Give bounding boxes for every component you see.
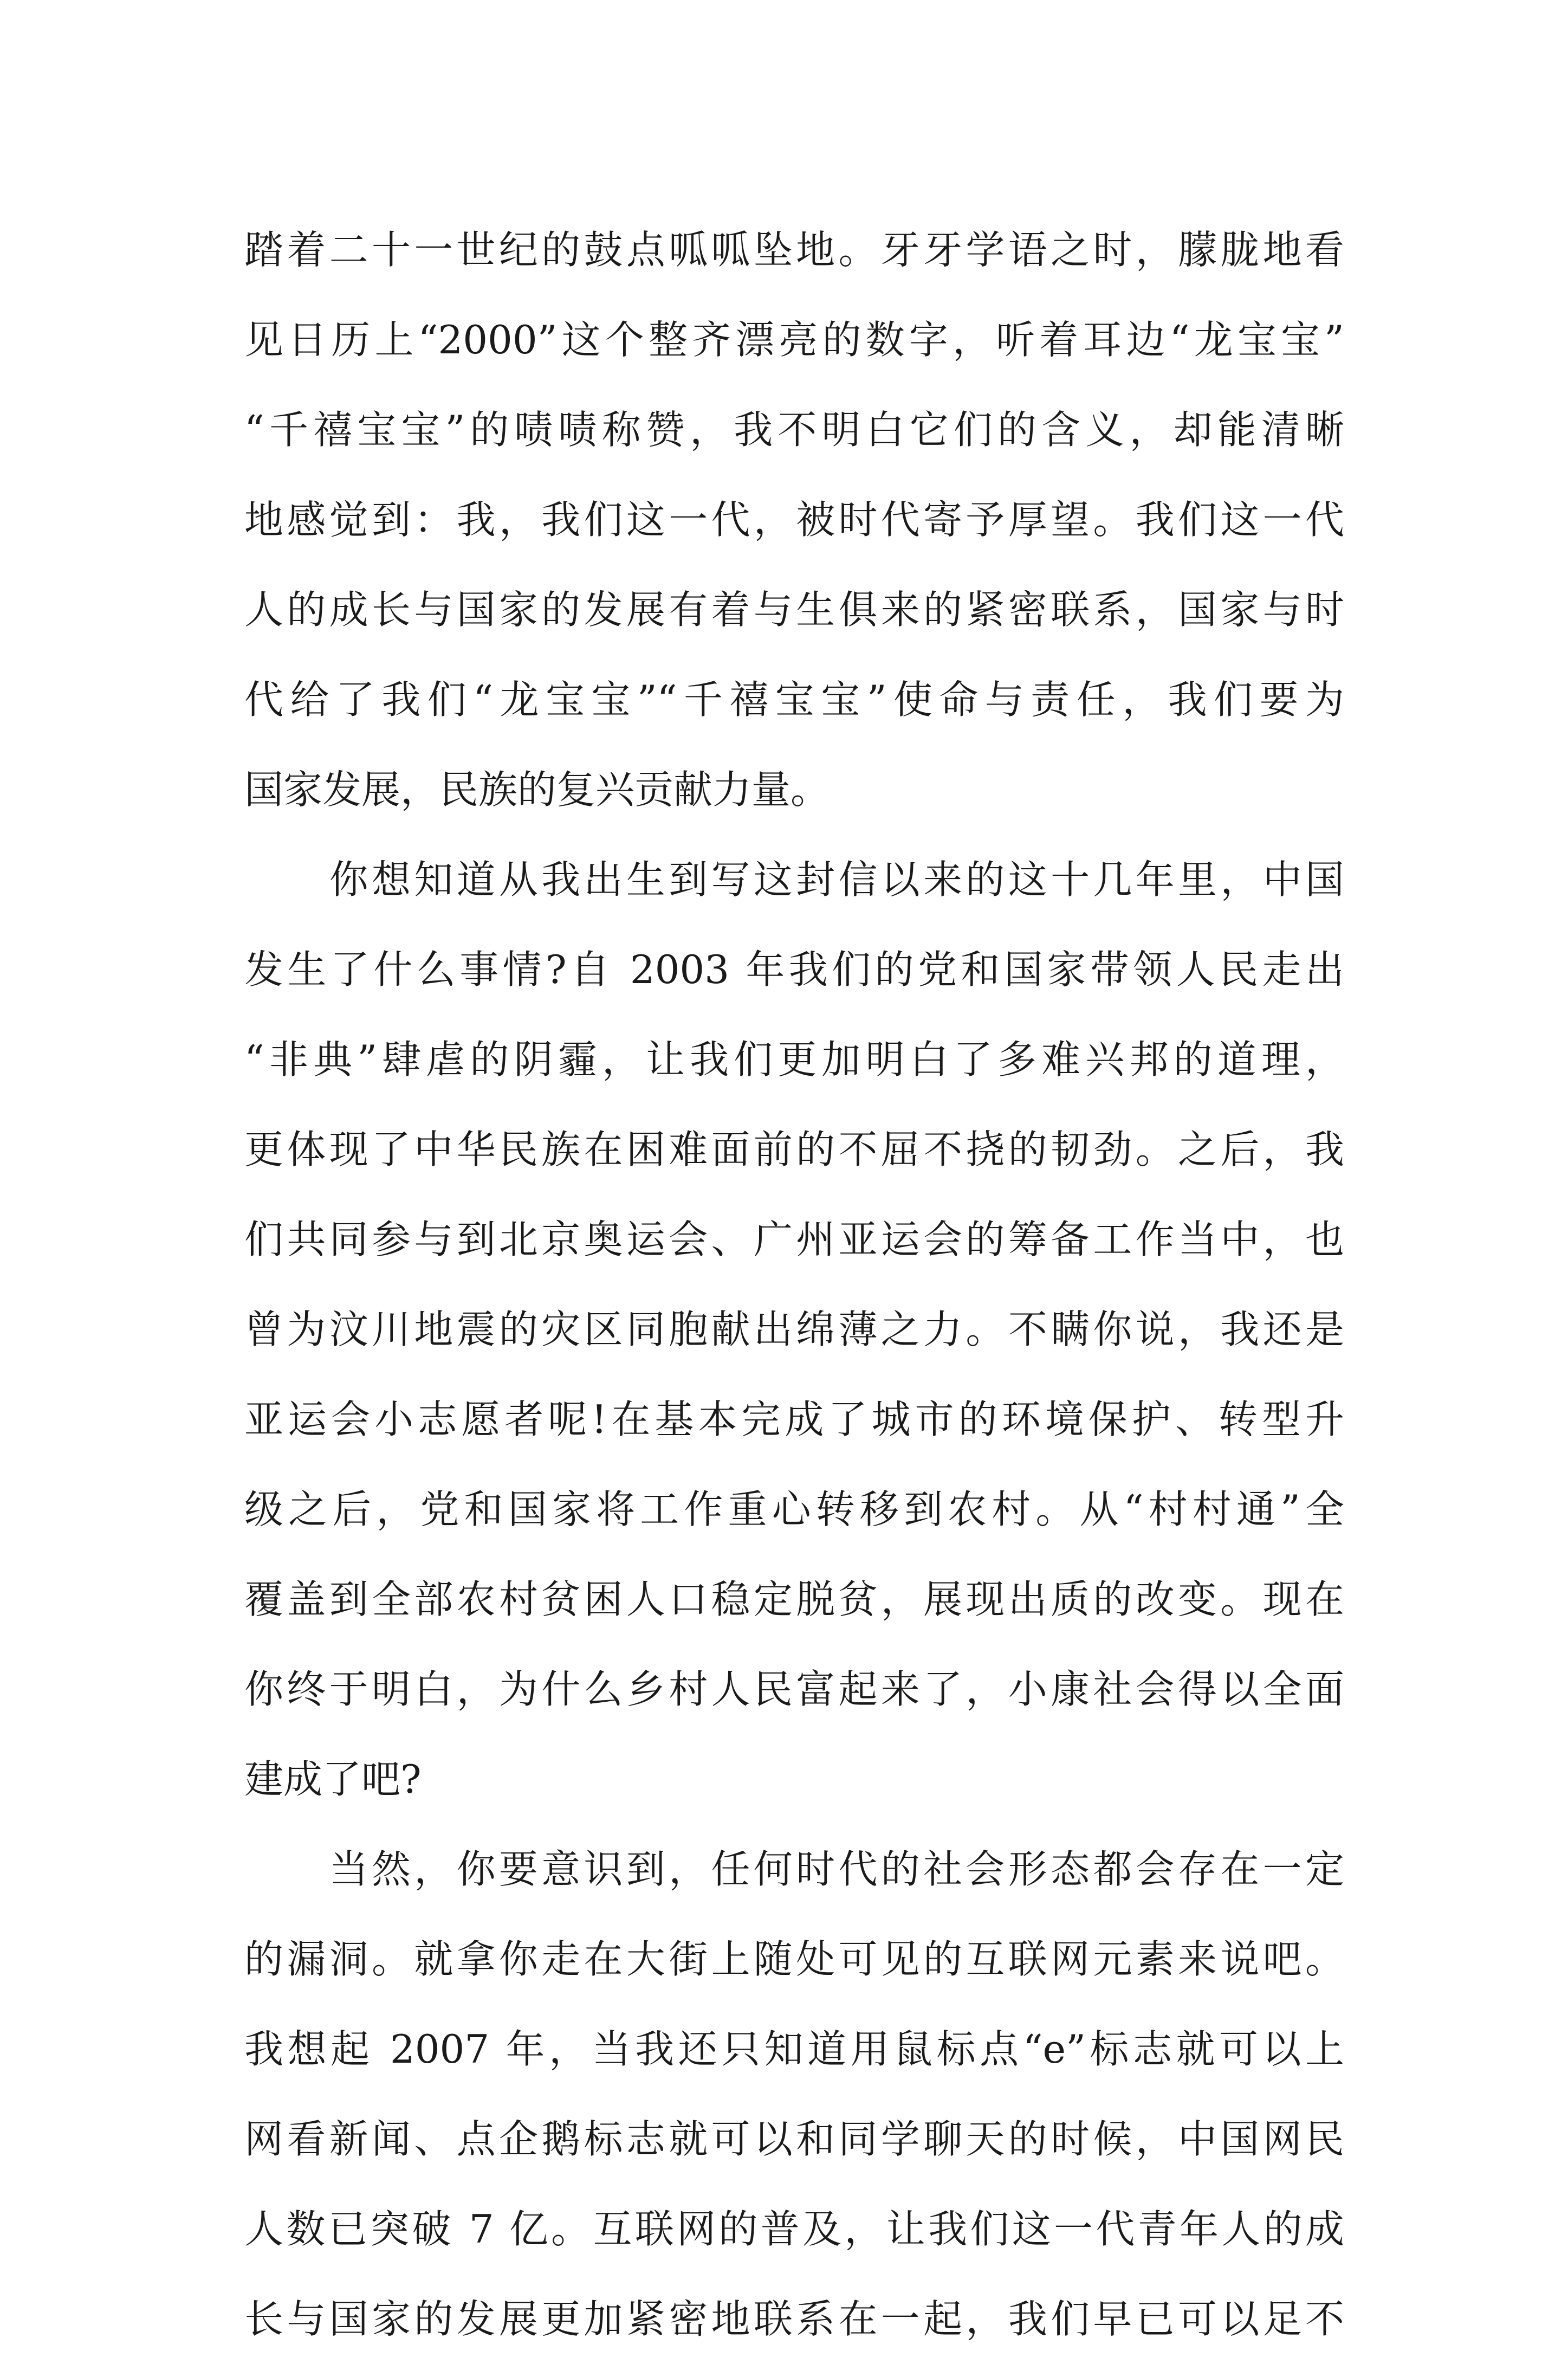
text-line: 代给了我们“龙宝宝”“千禧宝宝”使命与责任，我们要为 bbox=[244, 677, 1344, 722]
text-line: 见日历上“2000”这个整齐漂亮的数字，听着耳边“龙宝宝” bbox=[244, 317, 1344, 363]
text-line: 亚运会小志愿者呢!在基本完成了城市的环境保护、转型升 bbox=[244, 1397, 1344, 1442]
text-line: 我想起 2007 年，当我还只知道用鼠标点“e”标志就可以上 bbox=[244, 2026, 1344, 2072]
paragraph-1 bbox=[244, 205, 1344, 835]
text-line: “千禧宝宝”的啧啧称赞，我不明白它们的含义，却能清晰 bbox=[244, 407, 1344, 453]
text-line: 国家发展，民族的复兴贡献力量。 bbox=[244, 767, 830, 812]
text-line: 人的成长与国家的发展有着与生俱来的紧密联系，国家与时 bbox=[244, 587, 1344, 632]
text-line: 更体现了中华民族在困难面前的不屈不挠的韧劲。之后，我 bbox=[244, 1127, 1344, 1172]
text-line: 长与国家的发展更加紧密地联系在一起，我们早已可以足不 bbox=[244, 2296, 1344, 2342]
text-line: 曾为汶川地震的灾区同胞献出绵薄之力。不瞒你说，我还是 bbox=[244, 1307, 1344, 1352]
text-line: “非典”肆虐的阴霾，让我们更加明白了多难兴邦的道理， bbox=[244, 1037, 1344, 1082]
text-line: 当然，你要意识到，任何时代的社会形态都会存在一定 bbox=[244, 1846, 1344, 1892]
text-line: 你终于明白，为什么乡村人民富起来了，小康社会得以全面 bbox=[244, 1667, 1344, 1712]
text-line: 的漏洞。就拿你走在大街上随处可见的互联网元素来说吧。 bbox=[244, 1936, 1344, 1982]
text-line: 建成了吧? bbox=[244, 1756, 422, 1802]
text-line: 网看新闻、点企鹅标志就可以和同学聊天的时候，中国网民 bbox=[244, 2116, 1344, 2162]
text-line: 发生了什么事情?自 2003 年我们的党和国家带领人民走出 bbox=[244, 947, 1344, 992]
paragraph-3 bbox=[244, 1824, 1344, 2364]
text-line: 级之后，党和国家将工作重心转移到农村。从“村村通”全 bbox=[244, 1487, 1344, 1532]
text-line: 们共同参与到北京奥运会、广州亚运会的筹备工作当中，也 bbox=[244, 1217, 1344, 1262]
text-line: 地感觉到：我，我们这一代，被时代寄予厚望。我们这一代 bbox=[244, 497, 1344, 542]
text-line: 踏着二十一世纪的鼓点呱呱坠地。牙牙学语之时，朦胧地看 bbox=[244, 227, 1344, 273]
text-line: 人数已突破 7 亿。互联网的普及，让我们这一代青年人的成 bbox=[244, 2206, 1344, 2252]
body-text bbox=[244, 205, 1344, 2364]
paragraph-2 bbox=[244, 835, 1344, 1824]
text-line: 你想知道从我出生到写这封信以来的这十几年里，中国 bbox=[244, 857, 1344, 902]
text-line: 覆盖到全部农村贫困人口稳定脱贫，展现出质的改变。现在 bbox=[244, 1577, 1344, 1622]
